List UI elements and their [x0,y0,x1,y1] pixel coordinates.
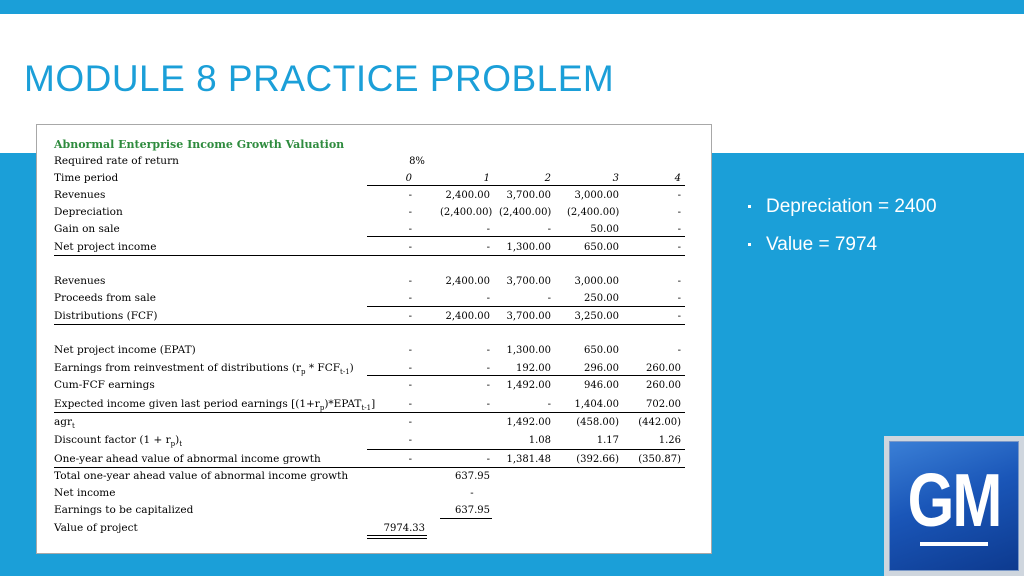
subtotal-line [440,518,492,519]
cell: 1,492.00 [506,417,551,428]
cell: - [486,242,490,253]
row-label: Proceeds from sale [54,292,156,304]
cell: - [408,207,412,218]
section-line [54,467,685,468]
row-label: Earnings from reinvestment of distributions $(r_p * FCF_{t-1})$ [54,362,354,377]
sheet-title: Abnormal Enterprise Income Growth Valuation [54,138,345,151]
cell: - [547,293,551,304]
table-row [37,343,713,359]
row-label: Gain on sale [54,223,120,235]
row-label: agr$_t$ [54,416,75,431]
cell: - [408,363,412,374]
cell: - [486,363,490,374]
section-line [54,324,685,325]
cell: (350.87) [638,454,681,465]
cell: 1,404.00 [574,399,619,410]
cell: 2,400.00 [445,276,490,287]
row-label: Distributions (FCF) [54,310,158,322]
cell: 2,400.00 [445,190,490,201]
cell: 3,000.00 [574,276,619,287]
double-underline [367,535,427,539]
table-row [37,452,713,468]
subtotal-line [367,449,685,450]
table-row [37,433,713,449]
cell: 1,492.00 [506,380,551,391]
row-label: Revenues [54,189,106,201]
spreadsheet-image [36,124,712,554]
period-4: 4 [674,173,681,184]
row-label: Cum-FCF earnings [54,379,155,391]
subtotal-line [367,236,685,237]
cell: - [408,399,412,410]
cell: - [408,242,412,253]
row-label: Net income [54,487,116,499]
table-row [37,188,713,204]
cell: - [677,207,681,218]
table-row [37,291,713,307]
table-row [37,415,713,431]
rate-row [37,154,713,170]
gm-logo-text: GM [907,458,1001,543]
cell: - [486,293,490,304]
section-line [54,412,685,413]
table-row [37,378,713,394]
cell: - [486,380,490,391]
period-2: 2 [544,173,551,184]
cell: - [408,311,412,322]
cell: - [677,345,681,356]
rate-label: Required rate of return [54,155,179,167]
cell: - [470,488,474,499]
period-0: 0 [405,173,412,184]
cell: (2,400.00) [440,207,493,218]
table-row [37,240,713,256]
subtotal-line [367,375,685,376]
rate-value: 8% [409,156,425,167]
cell: - [486,399,490,410]
row-label: Earnings to be capitalized [54,504,194,516]
cell: (458.00) [576,417,619,428]
cell: - [677,276,681,287]
cell: 702.00 [646,399,681,410]
bullet-item [748,196,937,218]
cell: 260.00 [646,380,681,391]
subtotal-line [367,306,685,307]
cell: 250.00 [584,293,619,304]
cell: 1,300.00 [506,242,551,253]
row-label: Net project income [54,241,157,253]
cell: (442.00) [638,417,681,428]
cell: - [408,454,412,465]
cell: 192.00 [516,363,551,374]
bullet-list [748,196,937,272]
cell: 296.00 [584,363,619,374]
period-underline [367,185,685,186]
cell: - [408,293,412,304]
top-accent-bar [0,0,1024,14]
table-row [37,205,713,221]
cell: (2,400.00) [499,207,552,218]
cell: - [486,224,490,235]
period-1: 1 [483,173,490,184]
cell: 1.08 [528,435,551,446]
cell: (2,400.00) [567,207,620,218]
cell: 3,700.00 [506,311,551,322]
cell: - [677,242,681,253]
cell: - [408,276,412,287]
bullet-dot-icon [748,243,751,246]
cell: 1.17 [596,435,619,446]
table-row [37,397,713,413]
row-label: Value of project [54,522,138,534]
cell: - [677,293,681,304]
table-row [37,274,713,290]
cell: 3,250.00 [574,311,619,322]
table-row [37,486,713,502]
cell: - [486,345,490,356]
row-label: Revenues [54,275,106,287]
cell: - [408,190,412,201]
bullet-text: Depreciation = 2400 [766,196,937,217]
cell: 650.00 [584,242,619,253]
gm-logo [889,441,1019,571]
cell: - [677,224,681,235]
cell: 1,381.48 [506,454,551,465]
cell: - [677,311,681,322]
cell: 50.00 [590,224,619,235]
slide-title: MODULE 8 PRACTICE PROBLEM [24,58,615,99]
cell: (392.66) [576,454,619,465]
cell: 650.00 [584,345,619,356]
cell: - [547,224,551,235]
cell: 3,700.00 [506,276,551,287]
row-label: Net project income (EPAT) [54,344,196,356]
cell: 3,000.00 [574,190,619,201]
section-line [54,255,685,256]
cell: 2,400.00 [445,311,490,322]
table-row [37,503,713,519]
row-label: Depreciation [54,206,123,218]
cell: 946.00 [584,380,619,391]
cell: - [408,380,412,391]
gm-logo-underline [920,542,988,546]
cell: - [408,435,412,446]
cell: 1.26 [658,435,681,446]
cell: 1,300.00 [506,345,551,356]
bullet-item [748,234,937,256]
cell: - [547,399,551,410]
period-label: Time period [54,172,119,184]
row-label: Total one-year ahead value of abnormal income growth [54,470,349,482]
cell: - [408,417,412,428]
cell: - [486,454,490,465]
bullet-text: Value = 7974 [766,234,878,255]
cell: 260.00 [646,363,681,374]
cell: - [408,345,412,356]
cell: - [677,190,681,201]
cell: - [408,224,412,235]
row-label: One-year ahead value of abnormal income growth [54,453,321,465]
row-label: Discount factor $(1 + r_p)_t$ [54,434,183,449]
table-row [37,469,713,485]
project-value-cell: 7974.33 [383,523,425,534]
cell: 637.95 [455,505,490,516]
period-3: 3 [612,173,619,184]
cell: 637.95 [455,471,490,482]
row-label: Expected income given last period earnings $[(1+r_p)*EPAT_{t-1}]$ [54,398,376,413]
cell: 3,700.00 [506,190,551,201]
bullet-dot-icon [748,205,751,208]
table-row [37,309,713,325]
